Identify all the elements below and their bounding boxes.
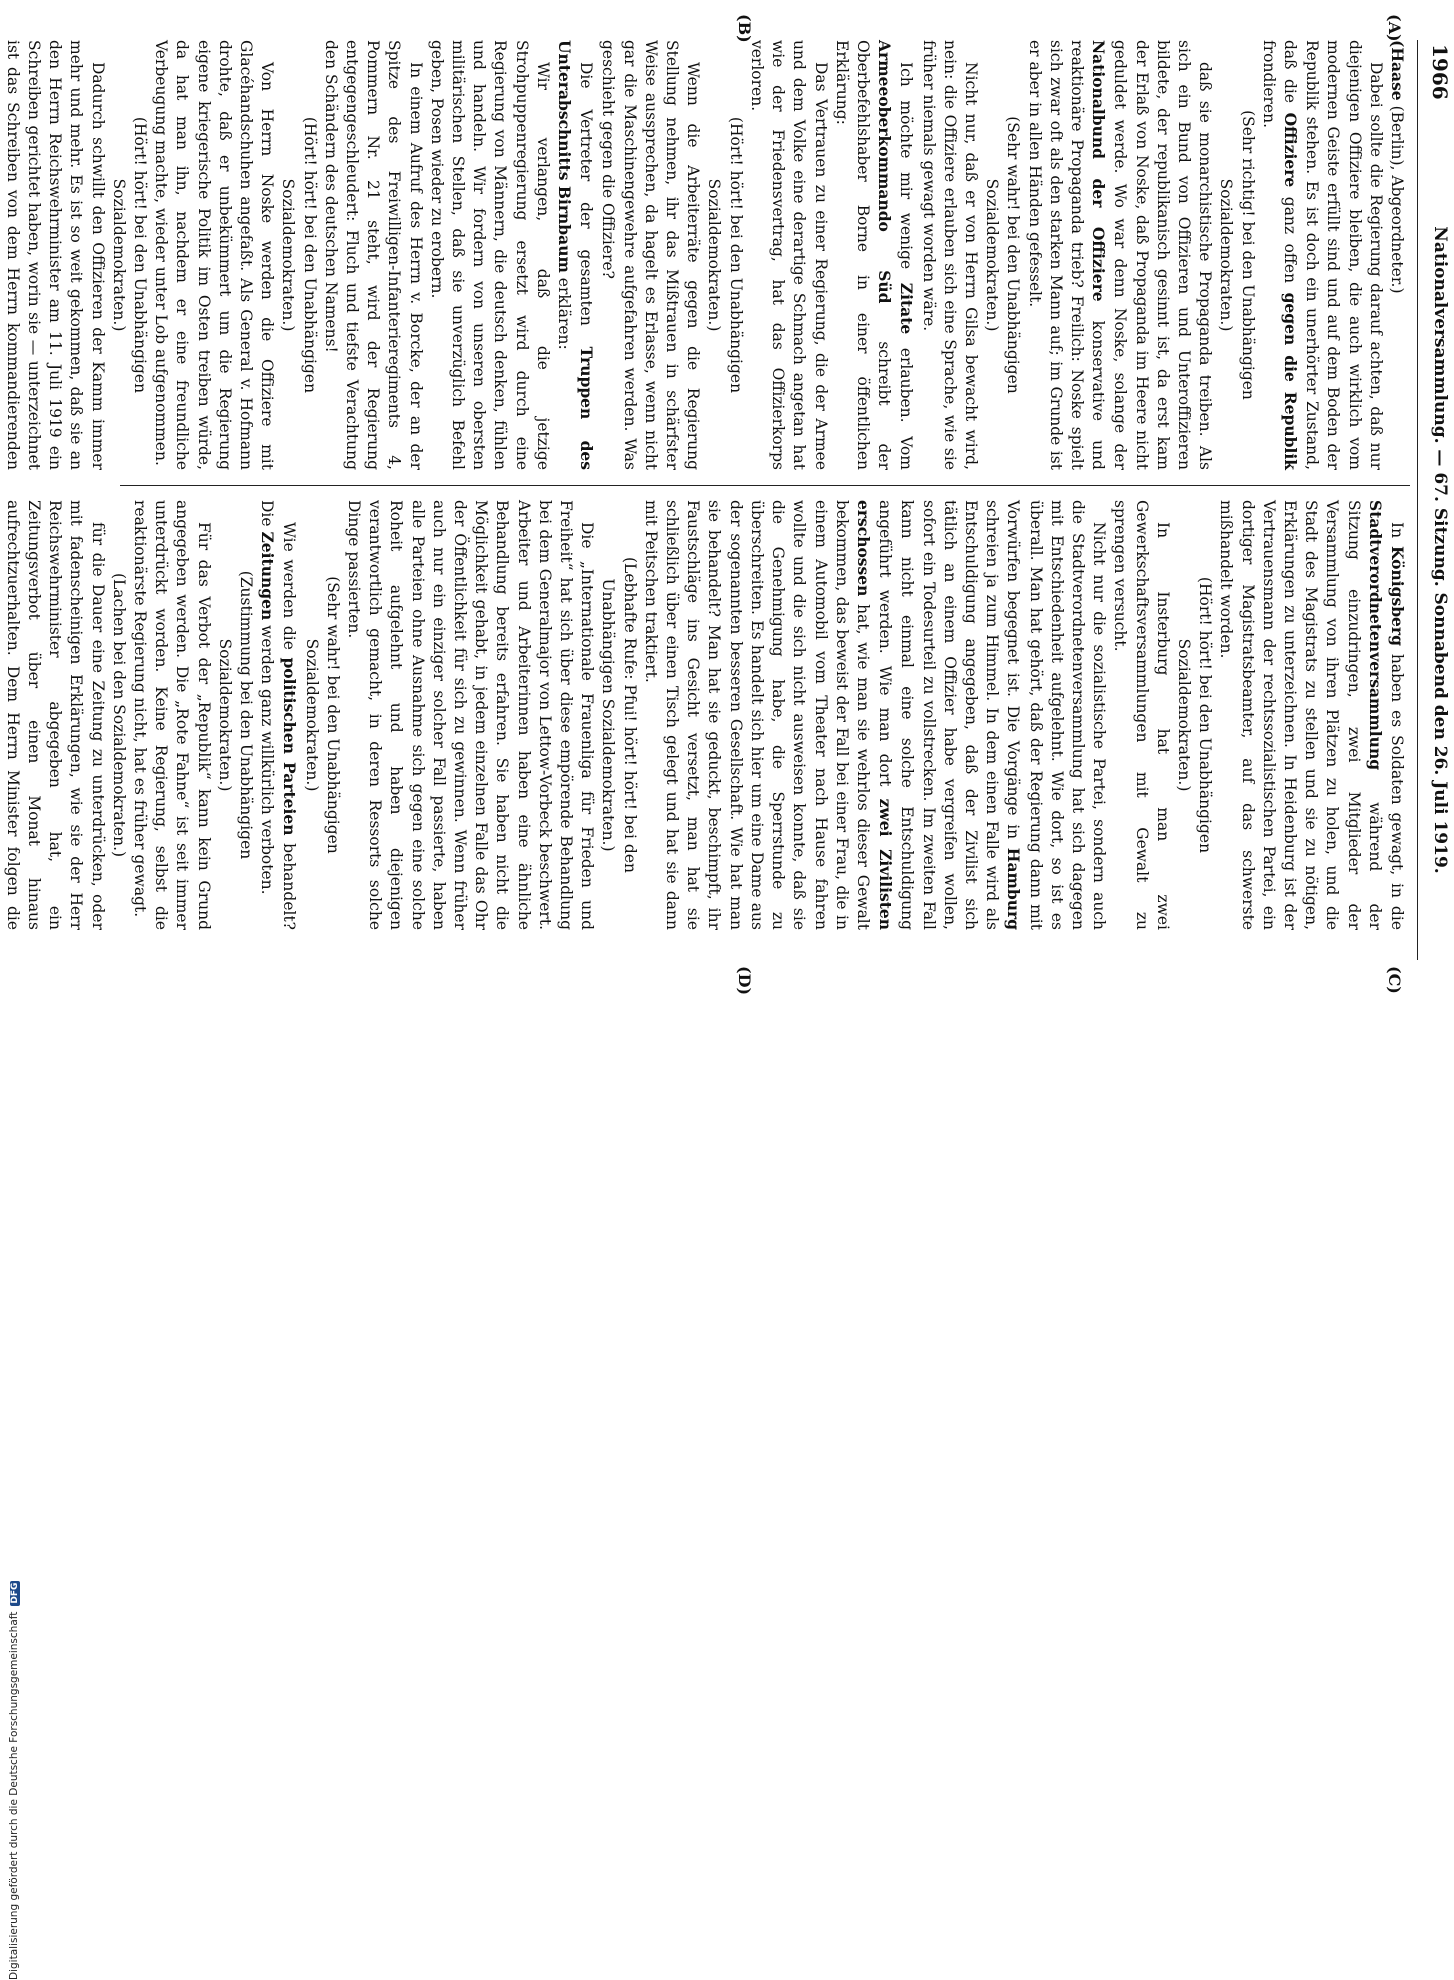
- paragraph: Dadurch schwillt den Offizieren der Kamm immer mehr und mehr. Es ist so weit gekommen, daß sie an den Herrn Reichswehrminister am 11. Juli 1919 ein Schreiben gerichtet haben, worin sie — unterzeichnet ist das Schreiben von dem Herrn kommandierenden: [3, 40, 107, 470]
- rotated-page: [3, 14, 1454, 996]
- column-divider: [120, 485, 1410, 486]
- paragraph: (Sehr richtig! bei den Unabhängigen Sozialdemokraten.): [1217, 110, 1257, 400]
- paragraph: Für das Verbot der „Republik“ kann kein Grund angegeben werden. Die „Rote Fahne“ ist seit immer unterdrückt worden. Keine Regierung, selbst die reaktionärste Regierung nicht, hat es früher gewagt.: [131, 500, 213, 930]
- digitization-credit: Digitalisierung gefördert durch die Deutsche Forschungsgemeinschaft: [8, 1611, 20, 1980]
- paragraph: (Lachen bei den Sozialdemokraten.): [109, 572, 128, 858]
- paragraph: daß sie monarchistische Propaganda treiben. Als sich ein Bund von Offizieren und Unteroffizieren bildete, der republikanisch gesinnt ist, da erst kam der Erlaß von Noske, daß Propaganda im Heere nicht geduldet werde. Wo war denn Noske, solange der Nationalbund der Offiziere konservative und reaktionäre Propaganda trieb? Freilich: Noske spielt sich zwar oft als den starken Mann auf; im Grunde ist er aber in allen Händen gefesselt.: [1025, 40, 1215, 470]
- margin-mark-d: (D): [735, 966, 754, 996]
- left-column: [3, 40, 1408, 470]
- paragraph: Wir verlangen, daß die jetzige Strohpuppenregierung ersetzt wird durch eine Regierung von Männern, die deutsch denken, fühlen und handeln. Wir fordern von unseren obersten militärischen Stellen, daß sie unverzüglich Befehl geben, Posen wieder zu erobern.: [427, 40, 552, 470]
- margin-mark-b: (B): [735, 14, 754, 43]
- right-column: [3, 500, 1408, 930]
- paragraph: Die Vertreter der gesamten Truppen des Unterabschnitts Birnbaum erklären:: [555, 40, 597, 470]
- paragraph: Nicht nur, daß er von Herrn Gilsa bewacht wird, nein: die Offiziere erlauben sich eine Sprache, wie sie früher niemals gewagt worden wäre.: [919, 40, 980, 470]
- paragraph: (Sehr wahr! bei den Unabhängigen Sozialdemokraten.): [302, 576, 342, 854]
- paragraph: Ich möchte mir wenige Zitate erlauben. Vom Armeeoberkommando Süd schreibt der Oberbefehlshaber Borne in einer öffentlichen Erklärung:: [832, 40, 917, 470]
- session-line: Nationalversammlung. — 67. Sitzung. Sonnabend den 26. Juli 1919.: [1430, 226, 1450, 874]
- paragraph: Wie werden die politischen Parteien behandelt? Die Zeitungen werden ganz willkürlich verboten.: [258, 500, 300, 930]
- footer-text: [8, 990, 22, 1980]
- paragraph: (Zustimmung bei den Unabhängigen Sozialdemokraten.): [215, 570, 256, 860]
- paragraph: Das Vertrauen zu einer Regierung, die der Armee und dem Volke eine derartige Schmach angetan hat wie der Friedensvertrag, hat das Offizierkorps verloren.: [747, 40, 830, 470]
- dfg-logo: DFG: [10, 1582, 20, 1604]
- paragraph: (Hört! hört! bei den Unabhängigen Sozialdemokraten.): [705, 116, 745, 394]
- margin-mark-a: (A): [1385, 14, 1404, 42]
- paragraph: (Hört! hört! bei den Unabhängigen Sozialdemokraten.): [1174, 576, 1215, 854]
- paragraph: Nicht nur die sozialistische Partei, sondern auch die Stadtverordnetenversammlung hat sich dagegen mit Entschiedenheit aufgelehnt. Wie dort, so ist es überall. Man hat gehört, daß der Regierung dann mit Vorwürfen begegnet ist. Die Vorgänge in Hamburg schreien ja zum Himmel. In dem einen Falle wird als Entschuldigung angegeben, daß der Zivilist sich tätlich an einem Offizier habe vergreifen wollen, sofort ein Todesurteil zu vollstrecken. Im zweiten Fall kann nicht einmal eine solche Entschuldigung angeführt werden. Wie man dort zwei Zivilisten erschossen hat, wie man sie wehrlos dieser Gewalt bekommen, das beweist der Fall bei einer Frau, die in einem Automobil vom Theater nach Hause fahren wollte und die sich nicht ausweisen konnte, daß sie die Genehmigung habe, die Sperrstunde zu überschreiten. Es handelt sich hier um eine Dame aus der sogenannten besseren Gesellschaft. Wie hat man sie behandelt? Man hat sie geduckt, beschimpft, ihr Faustschläge ins Gesicht versetzt, man hat sie schließlich über einen Tisch gelegt und hat sie dann mit Peitschen traktiert.: [641, 500, 1109, 930]
- paragraph: In einem Aufruf des Herrn v. Borcke, der an der Spitze des Freiwilligen-Infanterieregiments 4, Pommern Nr. 21 steht, wird der Regierung entgegengeschleudert: Fluch und tiefste Verachtung den Schändern des deutschen Namens!: [321, 40, 425, 470]
- margin-mark-c: (C): [1385, 966, 1404, 994]
- paragraph: In Königsberg haben es Soldaten gewagt, in die Stadtverordnetenversammlung während der Sitzung einzudringen, zwei Mitglieder der Versammlung von ihren Plätzen zu holen, und die Stadt des Magistrats zu stellen und sie zu nötigen, Erklärungen zu unterzeichnen. In Heidenburg ist der Vertrauensmann der rechtssozialistischen Partei, ein dortiger Magistratsbeamter, auf das schwerste mißhandelt worden.: [1217, 500, 1407, 930]
- paragraph: Die „Internationale Frauenliga für Frieden und Freiheit“ hat sich über diese empörende Behandlung bei dem Generalmajor von Lettow-Vorbeck beschwert. Arbeiter und Arbeiterinnen haben eine ähnliche Behandlung bereits erfahren. Sie haben nicht die Möglichkeit gehabt, in jedem einzelnen Falle das Ohr der Öffentlichkeit für sich zu gewinnen. Wenn früher auch nur ein einziger solcher Fall passierte, haben alle Parteien ohne Ausnahme sich gegen eine solche Roheit aufgelehnt und haben diejenigen verantwortlich gemacht, in deren Ressorts solche Dinge passierten.: [345, 500, 597, 930]
- paragraph: Dabei sollte die Regierung darauf achten, daß nur diejenigen Offiziere bleiben, die auch wirklich vom modernen Geiste erfüllt sind und auf dem Boden der Republik stehen. Es ist doch ein unerhörter Zustand, daß die Offiziere ganz offen gegen die Republik frondieren.: [1259, 40, 1385, 470]
- footer: [8, 990, 22, 1980]
- paragraph: (Hört! hört! bei den Unabhängigen Sozialdemokraten.): [279, 116, 319, 394]
- page-header: [1417, 40, 1454, 960]
- paragraph: (Lebhafte Rufe: Pfui! hört! hört! bei den Unabhängigen Sozialdemokraten.): [599, 557, 639, 873]
- paragraph: (Hört! hört! bei den Unabhängigen Sozialdemokraten.): [109, 116, 150, 394]
- paragraph: Von Herrn Noske werden die Offiziere mit Glacéhandschuhen angefaßt. Als General v. Hofmann drohte, daß er unbekümmert um die Regierung eigene kriegerische Politik im Osten treiben würde, da hat man ihn, nachdem er eine freundliche Verbeugung machte, wieder unter Lob aufgenommen.: [152, 40, 277, 470]
- paragraph: für die Dauer eine Zeitung zu unterdrücken, oder mit fadenscheinigen Erklärungen, wie sie der Herr Reichswehrminister abgegeben hat, ein Zeitungsverbot über einen Monat hinaus aufrechtzuerhalten. Dem Herrn Minister folgen die: [3, 500, 107, 930]
- paragraph: (Haase (Berlin), Abgeordneter.): [1388, 40, 1407, 294]
- page-number: 1966: [1428, 44, 1452, 100]
- paragraph: In Insterburg hat man zwei Gewerkschaftsversammlungen mit Gewalt zu sprengen versucht.: [1111, 500, 1172, 930]
- paragraph: Wenn die Arbeiterräte gegen die Regierung Stellung nehmen, ihr das Mißtrauen in schärfster Weise aussprechen, da hagelt es Erlasse, wenn nicht gar die Maschinengewehre aufgefahren werden. Was geschieht gegen die Offiziere?: [599, 40, 703, 470]
- paragraph: (Sehr wahr! bei den Unabhängigen Sozialdemokraten.): [983, 116, 1023, 394]
